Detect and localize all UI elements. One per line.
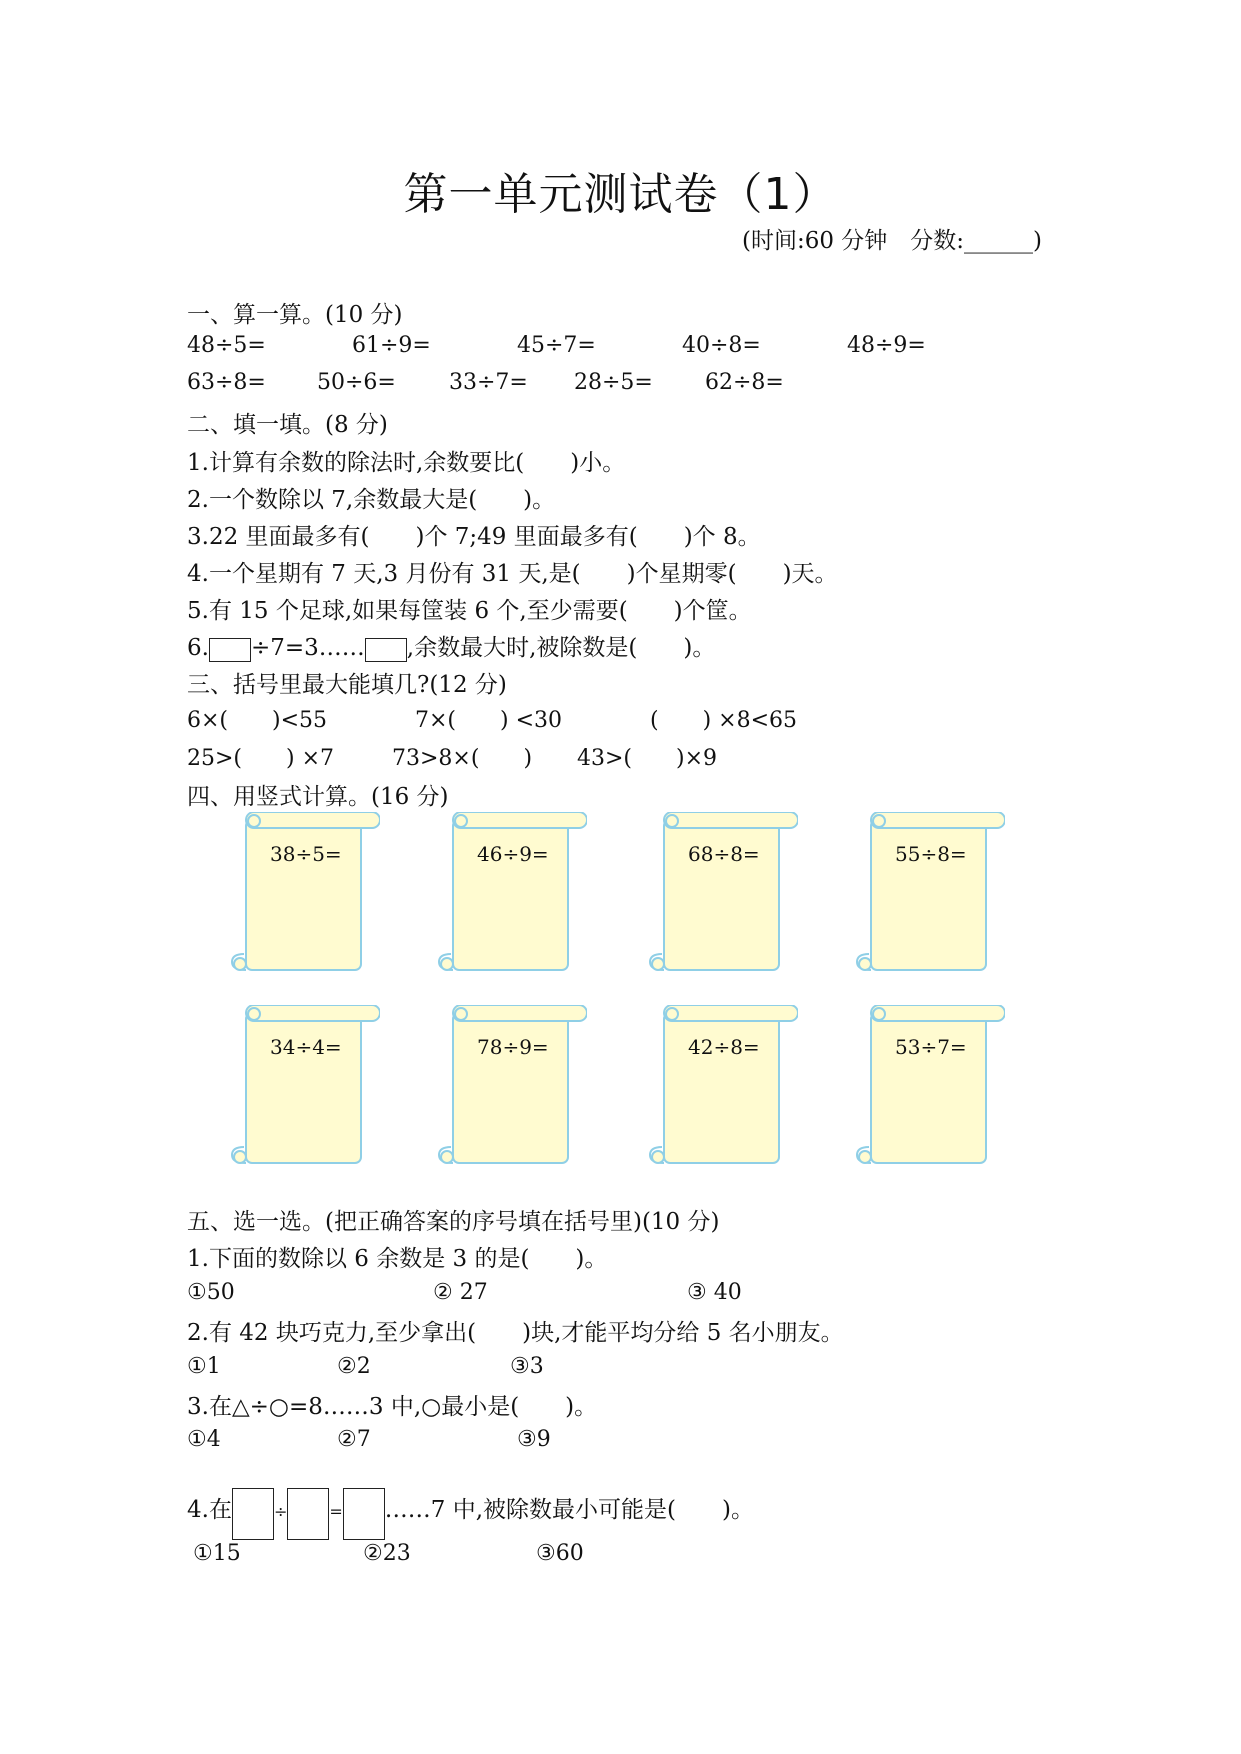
scroll-shape: [230, 1005, 380, 1175]
q4-divide-sign: ÷: [273, 1502, 288, 1521]
option: ②23: [363, 1541, 411, 1566]
inequality-item: 7×( ) <30: [415, 708, 563, 733]
calc-item: 63÷8=: [187, 370, 266, 395]
option: ③3: [510, 1354, 544, 1379]
choice-question-4: [187, 1482, 754, 1540]
option: ② 27: [433, 1280, 488, 1305]
scroll-shape: [230, 812, 380, 982]
blank-box: [232, 1488, 274, 1540]
q6-tail: ,余数最大时,被除数是( )。: [406, 635, 716, 661]
fill-question-1: 1.计算有余数的除法时,余数要比( )小。: [187, 450, 626, 476]
calc-item: 61÷9=: [352, 333, 431, 358]
option: ③ 40: [687, 1280, 742, 1305]
blank-box: [209, 638, 251, 662]
calc-scroll-card: [855, 1005, 1005, 1175]
calc-scroll-card: [437, 812, 587, 982]
calc-scroll-card: [648, 1005, 798, 1175]
scroll-shape: [855, 1005, 1005, 1175]
calc-problem: 34÷4=: [270, 1035, 342, 1059]
choice-question-2: 2.有 42 块巧克力,至少拿出( )块,才能平均分给 5 名小朋友。: [187, 1320, 844, 1346]
choice-question-1: 1.下面的数除以 6 余数是 3 的是( )。: [187, 1246, 608, 1272]
section-1-heading: 一、算一算。(10 分): [187, 302, 403, 328]
option: ①15: [193, 1541, 241, 1566]
calc-item: 45÷7=: [517, 333, 596, 358]
calc-item: 33÷7=: [449, 370, 528, 395]
inequality-item: ( ) ×8<65: [650, 708, 798, 733]
q4-tail: ……7 中,被除数最小可能是( )。: [384, 1497, 754, 1523]
scroll-shape: [437, 812, 587, 982]
calc-scroll-card: [437, 1005, 587, 1175]
fill-question-4: 4.一个星期有 7 天,3 月份有 31 天,是( )个星期零( )天。: [187, 561, 838, 587]
option: ①1: [187, 1354, 221, 1379]
option: ②7: [337, 1427, 371, 1452]
calc-problem: 78÷9=: [477, 1035, 549, 1059]
calc-problem: 46÷9=: [477, 842, 549, 866]
calc-item: 48÷9=: [847, 333, 926, 358]
blank-box: [287, 1488, 329, 1540]
inequality-item: 73>8×( ): [392, 746, 533, 771]
calc-scroll-card: [230, 812, 380, 982]
section-2-heading: 二、填一填。(8 分): [187, 412, 388, 438]
blank-box: [365, 638, 407, 662]
option: ③60: [536, 1541, 584, 1566]
time-score-info: (时间:60 分钟 分数:______): [742, 228, 1043, 254]
section-4-heading: 四、用竖式计算。(16 分): [187, 784, 449, 810]
calc-item: 62÷8=: [705, 370, 784, 395]
fill-question-6: [187, 629, 715, 662]
scroll-shape: [648, 812, 798, 982]
page-title: 第一单元测试卷（1）: [403, 169, 838, 220]
fill-question-5: 5.有 15 个足球,如果每筐装 6 个,至少需要( )个筐。: [187, 598, 752, 624]
calc-item: 40÷8=: [682, 333, 761, 358]
scroll-shape: [855, 812, 1005, 982]
option: ③9: [517, 1427, 551, 1452]
calc-problem: 38÷5=: [270, 842, 342, 866]
inequality-item: 6×( )<55: [187, 708, 328, 733]
calc-scroll-card: [648, 812, 798, 982]
q6-middle: ÷7=3……: [250, 635, 365, 661]
q6-number: 6.: [187, 635, 209, 661]
fill-question-3: 3.22 里面最多有( )个 7;49 里面最多有( )个 8。: [187, 524, 761, 550]
calc-item: 48÷5=: [187, 333, 266, 358]
calc-problem: 68÷8=: [688, 842, 760, 866]
calc-problem: 42÷8=: [688, 1035, 760, 1059]
section-3-heading: 三、括号里最大能填几?(12 分): [187, 672, 507, 698]
inequality-item: 25>( ) ×7: [187, 746, 335, 771]
option: ①4: [187, 1427, 221, 1452]
calc-scroll-card: [230, 1005, 380, 1175]
section-5-heading: 五、选一选。(把正确答案的序号填在括号里)(10 分): [187, 1209, 720, 1235]
calc-item: 28÷5=: [574, 370, 653, 395]
calc-problem: 53÷7=: [895, 1035, 967, 1059]
q4-number: 4.在: [187, 1497, 232, 1523]
fill-question-2: 2.一个数除以 7,余数最大是( )。: [187, 487, 556, 513]
calc-problem: 55÷8=: [895, 842, 967, 866]
calc-scroll-card: [855, 812, 1005, 982]
option: ①50: [187, 1280, 235, 1305]
q4-equal-sign: =: [329, 1502, 343, 1521]
calc-item: 50÷6=: [317, 370, 396, 395]
blank-box: [343, 1488, 385, 1540]
scroll-shape: [437, 1005, 587, 1175]
option: ②2: [337, 1354, 371, 1379]
scroll-shape: [648, 1005, 798, 1175]
choice-question-3: 3.在△÷○=8……3 中,○最小是( )。: [187, 1394, 598, 1420]
inequality-item: 43>( )×9: [577, 746, 718, 771]
